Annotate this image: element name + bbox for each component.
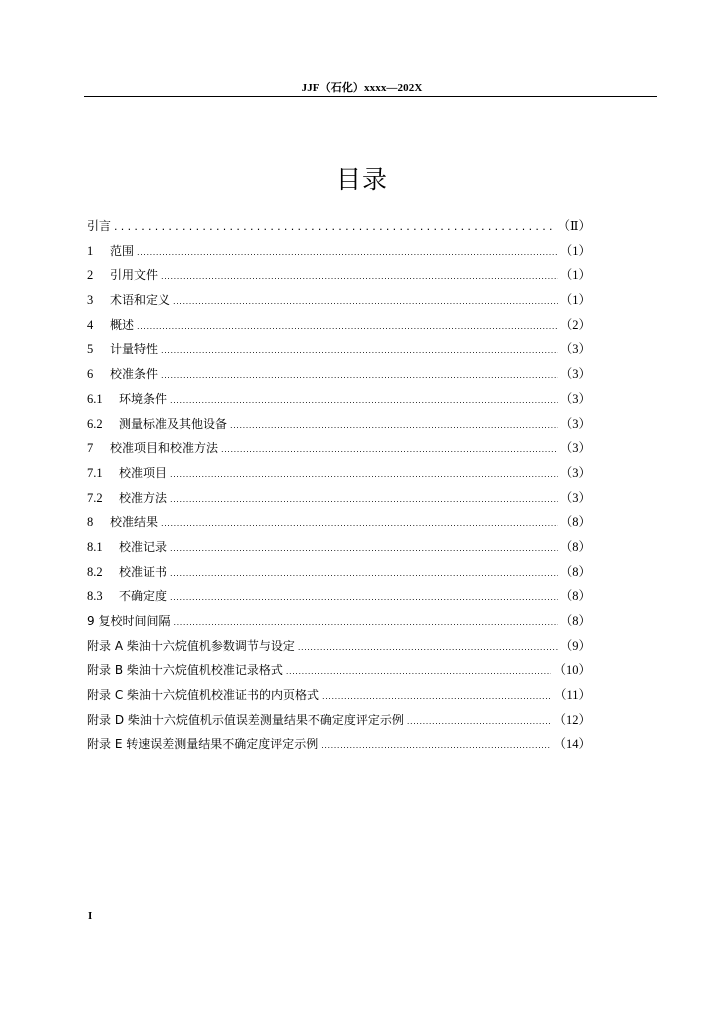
toc-entry-7-2[interactable] [87,486,591,511]
toc-entry-7[interactable] [87,436,591,461]
toc-entry-8[interactable] [87,510,591,535]
toc-entry-number: 4 [87,317,94,332]
toc-entry-label: 计量特性 [110,342,159,357]
toc-entry-number: 8.3 [87,589,103,604]
toc-entry-page: （3） [559,367,591,382]
toc-entry-page: （2） [559,317,591,332]
toc-entry-number: 7 [87,441,94,456]
toc-entry-label: 9 复校时间间隔 [87,614,171,628]
toc-entry-label: 校准证书 [119,564,168,579]
toc-entry-number: 6 [87,367,94,382]
toc-entry-label: 附录 A 柴油十六烷值机参数调节与设定 [87,638,295,653]
toc-dot-leader [286,660,552,685]
toc-entry-label: 附录 C 柴油十六烷值机校准证书的内页格式 [87,688,320,703]
toc-entry-label: 校准项目和校准方法 [110,441,219,456]
toc-entry-label: 校准结果 [110,515,159,530]
toc-dot-leader [221,438,558,463]
toc-dot-leader [170,389,558,414]
toc-entry-appendix-e[interactable] [87,732,591,757]
toc-dot-leader [161,339,558,364]
toc-entry-page: （14） [553,737,591,752]
toc-entry-8-1[interactable] [87,535,591,560]
toc-entry-page: （3） [559,490,591,505]
toc-dot-leader [170,562,558,587]
toc-dot-leader [321,734,551,759]
toc-entry-page: （8） [559,589,591,604]
toc-entry-6-1[interactable] [87,387,591,412]
toc-entry-number: 5 [87,342,94,357]
toc-entry-page: （3） [559,465,591,480]
toc-entry-8-2[interactable] [87,560,591,585]
toc-entry-7-1[interactable] [87,461,591,486]
document-code-header: JJF（石化）xxxx—202X [301,82,423,94]
toc-entry-label: 校准项目 [119,465,168,480]
toc-entry-6-2[interactable] [87,412,591,437]
toc-dot-leader [170,488,558,513]
toc-entry-number: 3 [87,293,94,308]
toc-entry-page: （8） [559,539,591,554]
toc-entry-page: （3） [559,416,591,431]
toc-entry-label: 附录 B 柴油十六烷值机校准记录格式 [87,663,283,678]
toc-entry-number: 1 [87,243,94,258]
toc-entry-label: 校准记录 [119,539,168,554]
toc-entry-appendix-b[interactable] [87,658,591,683]
toc-entry-label: 术语和定义 [110,293,171,308]
toc-dot-leader [170,586,558,611]
toc-entry-appendix-a[interactable] [87,634,591,659]
toc-entry-appendix-c[interactable] [87,683,591,708]
table-of-contents [87,214,591,757]
toc-entry-page: （3） [559,342,591,357]
toc-entry-number: 7.1 [87,465,103,480]
toc-entry-label: 引用文件 [110,268,159,283]
toc-dot-leader [161,265,558,290]
toc-entry-label: 附录 E 转速误差测量结果不确定度评定示例 [87,737,319,752]
toc-entry-page: （8） [559,515,591,530]
toc-entry-label: 概述 [110,317,135,332]
toc-dot-leader [230,414,558,439]
toc-dot-leader [114,215,555,240]
page-title: 目录 [335,165,388,194]
toc-entry-page: （3） [559,441,591,456]
header-divider [84,96,657,97]
toc-entry-number: 2 [87,268,94,283]
toc-entry-number: 8.2 [87,564,103,579]
toc-dot-leader [322,685,552,710]
toc-entry-label: 范围 [110,243,135,258]
toc-entry-2[interactable] [87,263,591,288]
toc-dot-leader [137,315,558,340]
toc-entry-label: 校准方法 [119,490,168,505]
toc-dot-leader [173,290,558,315]
toc-entry-page: （12） [553,712,591,727]
toc-entry-1[interactable] [87,239,591,264]
toc-entry-number: 7.2 [87,490,103,505]
toc-dot-leader [161,364,558,389]
toc-dot-leader [161,512,558,537]
toc-dot-leader [170,537,558,562]
toc-entry-label: 引言 [87,219,112,233]
toc-entry-page: （1） [559,293,591,308]
toc-entry-label: 附录 D 柴油十六烷值机示值误差测量结果不确定度评定示例 [87,712,404,727]
toc-entry-4[interactable] [87,313,591,338]
toc-entry-page: （3） [559,391,591,406]
toc-entry-5[interactable] [87,337,591,362]
toc-entry-page: （8） [559,614,591,628]
toc-entry-label: 校准条件 [110,367,159,382]
toc-entry-label: 不确定度 [119,589,168,604]
toc-entry-number: 6.2 [87,416,103,431]
toc-entry-label: 环境条件 [119,391,168,406]
toc-dot-leader [407,710,552,735]
toc-entry-8-3[interactable] [87,584,591,609]
toc-entry-6[interactable] [87,362,591,387]
toc-dot-leader [173,611,557,636]
toc-entry-label: 测量标准及其他设备 [119,416,228,431]
toc-entry-number: 8.1 [87,539,103,554]
toc-entry-page: （1） [559,268,591,283]
toc-entry-page: （9） [559,638,591,653]
toc-entry-page: （1） [559,243,591,258]
toc-entry-3[interactable] [87,288,591,313]
toc-entry-page: （11） [553,688,591,703]
toc-entry-page: （Ⅱ） [557,219,591,233]
toc-entry-introduction[interactable] [87,214,591,239]
toc-entry-appendix-d[interactable] [87,708,591,733]
toc-entry-number: 8 [87,515,94,530]
toc-entry-number: 6.1 [87,391,103,406]
toc-dot-leader [137,241,558,266]
page-number: I [88,910,93,922]
toc-entry-9[interactable] [87,609,591,634]
toc-entry-page: （8） [559,564,591,579]
toc-dot-leader [298,636,558,661]
toc-dot-leader [170,463,558,488]
toc-entry-page: （10） [553,663,591,678]
